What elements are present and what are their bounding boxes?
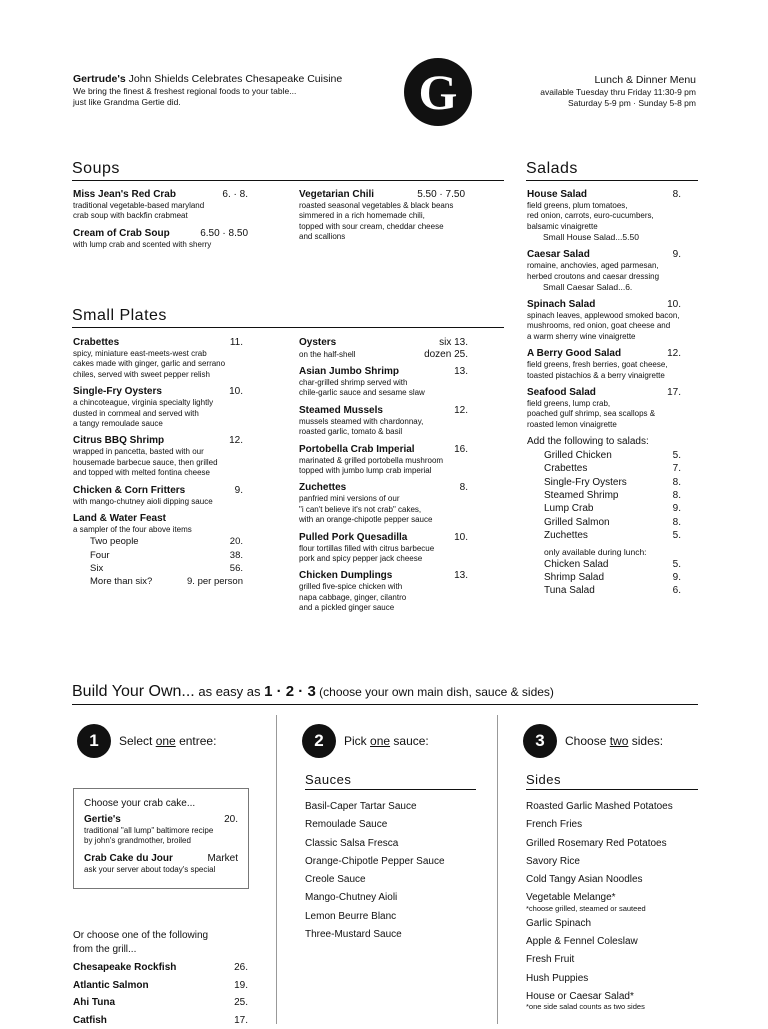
item-name: Land & Water Feast — [73, 512, 166, 525]
grill-item — [73, 959, 248, 977]
item-name: Zuchettes — [299, 481, 346, 494]
sides-title: Sides — [526, 772, 698, 790]
item-desc: chiles, served with sweet pepper relish — [73, 370, 243, 380]
price-row — [544, 489, 681, 502]
salads-column — [527, 188, 681, 598]
item-desc: mushrooms, red onion, goat cheese and — [527, 321, 681, 331]
sauce-item: Three-Mustard Sauce — [305, 926, 476, 944]
row-label: Grilled Salmon — [544, 516, 610, 529]
item-name: Miss Jean's Red Crab — [73, 188, 176, 201]
side-note: *one side salad counts as two sides — [526, 1002, 698, 1011]
item-desc: with lump crab and scented with sherry — [73, 240, 248, 250]
item-desc: a sampler of the four above items — [73, 525, 243, 535]
item-name: House Salad — [527, 188, 587, 201]
item-desc: and scallions — [299, 232, 465, 242]
price-row — [90, 575, 243, 588]
header-line2: We bring the finest & freshest regional foods to your table... — [73, 86, 393, 97]
item-price: 10. — [667, 298, 681, 311]
item-name: Portobella Crab Imperial — [299, 443, 415, 456]
menu-item — [299, 365, 468, 399]
item-name: Chicken Dumplings — [299, 569, 392, 582]
row-label: Chicken Salad — [544, 558, 608, 571]
row-price: 20. — [230, 535, 243, 548]
item-price: 17. — [667, 386, 681, 399]
salads-title: Salads — [526, 160, 698, 181]
item-desc: roasted lemon vinaigrette — [527, 420, 681, 430]
item-name: Oysters — [299, 336, 336, 349]
item-desc: ask your server about today's special — [84, 865, 238, 875]
item-name: Cream of Crab Soup — [73, 227, 170, 240]
menu-item — [527, 188, 681, 243]
item-name: Crab Cake du Jour — [84, 852, 173, 865]
price-row — [544, 529, 681, 542]
small-salad-option: Small House Salad...5.50 — [527, 232, 681, 243]
item-desc: pork and spicy pepper jack cheese — [299, 554, 468, 564]
item-desc: field greens, plum tomatoes, — [527, 201, 681, 211]
soups-left-column — [73, 188, 248, 255]
item-price: six 13. — [439, 336, 468, 349]
item-desc: roasted garlic, tomato & basil — [299, 427, 468, 437]
price-row — [544, 516, 681, 529]
item-name: Single-Fry Oysters — [73, 385, 162, 398]
row-label: Grilled Chicken — [544, 449, 612, 462]
price-row — [544, 571, 681, 584]
item-price: 6. · 8. — [222, 188, 248, 201]
column-divider — [276, 715, 277, 1024]
item-desc: herbed croutons and caesar dressing — [527, 272, 681, 282]
salad-add-ons — [527, 435, 681, 597]
item-price: 12. — [454, 404, 468, 417]
step-number-1: 1 — [77, 724, 111, 758]
item-header — [527, 248, 681, 261]
item-price: 10. — [454, 531, 468, 544]
menu-item — [73, 484, 243, 507]
grill-intro: from the grill... — [73, 943, 248, 957]
menu-item — [299, 336, 468, 360]
menu-item — [84, 852, 238, 875]
soups-right-column — [299, 188, 465, 248]
item-name: Ahi Tuna — [73, 994, 115, 1012]
item-desc: "i can't believe it's not crab" cakes, — [299, 505, 468, 515]
grill-intro: Or choose one of the following — [73, 929, 248, 943]
item-price: 11. — [230, 336, 243, 349]
item-desc: dusted in cornmeal and served with — [73, 409, 243, 419]
item-desc: napa cabbage, ginger, cilantro — [299, 593, 468, 603]
menu-item — [299, 569, 468, 613]
item-desc: red onion, carrots, euro-cucumbers, — [527, 211, 681, 221]
sauce-item: Mango-Chutney Aioli — [305, 889, 476, 907]
item-desc: poached gulf shrimp, sea scallops & — [527, 409, 681, 419]
row-label: More than six? — [90, 575, 152, 588]
item-header — [73, 434, 243, 447]
item-price: 6.50 · 8.50 — [200, 227, 248, 240]
item-price: 19. — [234, 977, 248, 995]
item-name: Asian Jumbo Shrimp — [299, 365, 399, 378]
item-desc: topped with sour cream, cheddar cheese — [299, 222, 465, 232]
item-name: Vegetarian Chili — [299, 188, 374, 201]
menu-item — [299, 188, 465, 243]
menu-item — [299, 443, 468, 477]
item-header — [299, 481, 468, 494]
item-header — [73, 484, 243, 497]
price-row — [544, 476, 681, 489]
item-header — [527, 386, 681, 399]
price-row — [90, 535, 243, 548]
side-item: House or Caesar Salad* — [526, 988, 698, 1006]
item-desc: roasted seasonal vegetables & black beans — [299, 201, 465, 211]
hours-line2: Saturday 5-9 pm · Sunday 5-8 pm — [436, 98, 696, 109]
row-label: Tuna Salad — [544, 584, 595, 597]
item-header — [299, 404, 468, 417]
side-item: Roasted Garlic Mashed Potatoes — [526, 798, 698, 816]
item-price: Market — [207, 852, 238, 865]
row-price: 5. — [673, 558, 681, 571]
soups-title: Soups — [72, 160, 504, 181]
item-name: Catfish — [73, 1012, 107, 1029]
item-price: 20. — [224, 813, 238, 826]
row-label: Lump Crab — [544, 502, 593, 515]
item-header — [299, 531, 468, 544]
item-price: 12. — [667, 347, 681, 360]
item-desc: a tangy remoulade sauce — [73, 419, 243, 429]
brand-name: Gertrude's — [73, 73, 126, 85]
item-desc: wrapped in pancetta, basted with our — [73, 447, 243, 457]
item-desc: a warm sherry wine vinaigrette — [527, 332, 681, 342]
step-number-3: 3 — [523, 724, 557, 758]
menu-item — [73, 385, 243, 429]
side-item: Cold Tangy Asian Noodles — [526, 871, 698, 889]
side-item: Hush Puppies — [526, 970, 698, 988]
item-header — [73, 227, 248, 240]
item-price: 8. — [673, 188, 681, 201]
row-price: 9. — [673, 571, 681, 584]
item-name: Chicken & Corn Fritters — [73, 484, 185, 497]
sauce-item: Basil-Caper Tartar Sauce — [305, 798, 476, 816]
row-price: 8. — [673, 476, 681, 489]
price-row — [544, 449, 681, 462]
item-name: Citrus BBQ Shrimp — [73, 434, 164, 447]
item-desc: with an orange-chipotle pepper sauce — [299, 515, 468, 525]
menu-item — [527, 248, 681, 293]
item-price: 26. — [234, 959, 248, 977]
item-header — [84, 852, 238, 865]
side-note: *choose grilled, steamed or sauteed — [526, 904, 698, 913]
menu-item — [299, 404, 468, 438]
menu-item — [73, 336, 243, 380]
item-header — [73, 188, 248, 201]
item-price: 17. — [234, 1012, 248, 1029]
header-right — [436, 74, 696, 109]
item-price: 16. — [454, 443, 468, 456]
step-1-header: 1 Select one entree: — [77, 724, 216, 758]
item-price: 8. — [460, 481, 468, 494]
lunch-only-title: only available during lunch: — [527, 547, 681, 558]
row-label: Single-Fry Oysters — [544, 476, 627, 489]
sauce-item: Classic Salsa Fresca — [305, 835, 476, 853]
item-name: Steamed Mussels — [299, 404, 383, 417]
row-label: Two people — [90, 535, 139, 548]
row-price: 5. — [673, 529, 681, 542]
item-desc: romaine, anchovies, aged parmesan, — [527, 261, 681, 271]
row-price: 9. per person — [187, 575, 243, 588]
row-price: 8. — [673, 516, 681, 529]
item-desc: and topped with melted fontina cheese — [73, 468, 243, 478]
item-name: Gertie's — [84, 813, 121, 826]
menu-item — [84, 813, 238, 847]
item-desc: field greens, fresh berries, goat cheese, — [527, 360, 681, 370]
item-desc: grilled five-spice chicken with — [299, 582, 468, 592]
side-item: Vegetable Melange* — [526, 889, 698, 907]
item-name: Spinach Salad — [527, 298, 595, 311]
price-row — [544, 502, 681, 515]
menu-item — [73, 188, 248, 222]
row-label: Crabettes — [544, 462, 587, 475]
item-desc: mussels steamed with chardonnay, — [299, 417, 468, 427]
item-name: Seafood Salad — [527, 386, 596, 399]
row-price: 56. — [230, 562, 243, 575]
item-header — [299, 443, 468, 456]
item-desc: housemade barbecue sauce, then grilled — [73, 458, 243, 468]
row-price: 6. — [673, 584, 681, 597]
step-2-header: 2 Pick one sauce: — [302, 724, 429, 758]
menu-item — [299, 481, 468, 525]
menu-item — [527, 347, 681, 381]
grill-item — [73, 977, 248, 995]
item-price: 5.50 · 7.50 — [417, 188, 465, 201]
item-header — [73, 336, 243, 349]
item-desc: char-grilled shrimp served with — [299, 378, 468, 388]
item-header — [527, 347, 681, 360]
menu-item — [527, 298, 681, 342]
menu-item — [73, 227, 248, 250]
price-row — [544, 558, 681, 571]
step-number-2: 2 — [302, 724, 336, 758]
item-desc: panfried mini versions of our — [299, 494, 468, 504]
step-3-header: 3 Choose two sides: — [523, 724, 663, 758]
item-desc: topped with jumbo lump crab imperial — [299, 466, 468, 476]
item-desc: marinated & grilled portobella mushroom — [299, 456, 468, 466]
crab-cake-box — [73, 788, 249, 889]
price-row — [90, 562, 243, 575]
crab-box-title: Choose your crab cake... — [84, 797, 238, 811]
item-price: 13. — [454, 569, 468, 582]
item-price: 12. — [229, 434, 243, 447]
small-plates-left-column — [73, 336, 243, 593]
item-price: 25. — [234, 994, 248, 1012]
row-label: Zuchettes — [544, 529, 588, 542]
row-price: 8. — [673, 489, 681, 502]
hours-line1: available Tuesday thru Friday 11:30-9 pm — [436, 87, 696, 98]
item-desc: toasted pistachios & a berry vinaigrette — [527, 371, 681, 381]
item-desc: with mango-chutney aioli dipping sauce — [73, 497, 243, 507]
item-name: Atlantic Salmon — [73, 977, 149, 995]
menu-item — [527, 386, 681, 430]
item-desc: traditional "all lump" baltimore recipe — [84, 826, 238, 836]
item-desc: and a pickled ginger sauce — [299, 603, 468, 613]
item-name: A Berry Good Salad — [527, 347, 621, 360]
header-left — [73, 73, 393, 108]
row-price: 7. — [673, 462, 681, 475]
side-item: Fresh Fruit — [526, 951, 698, 969]
sauces-title: Sauces — [305, 772, 476, 790]
add-ons-title: Add the following to salads: — [527, 435, 681, 448]
item-price: 10. — [229, 385, 243, 398]
price-row — [90, 549, 243, 562]
item-desc: balsamic vinaigrette — [527, 222, 681, 232]
menu-item — [299, 531, 468, 565]
item-header — [527, 298, 681, 311]
item-header — [84, 813, 238, 826]
item-name: Pulled Pork Quesadilla — [299, 531, 407, 544]
item-header — [299, 365, 468, 378]
small-salad-option: Small Caesar Salad...6. — [527, 282, 681, 293]
row-label: Four — [90, 549, 110, 562]
item-desc: flour tortillas filled with citrus barbecue — [299, 544, 468, 554]
item-desc: spicy, miniature east-meets-west crab — [73, 349, 243, 359]
row-label: Steamed Shrimp — [544, 489, 618, 502]
item-desc: by john's grandmother, broiled — [84, 836, 238, 846]
grill-section — [73, 929, 248, 1029]
item-price: 13. — [454, 365, 468, 378]
row-price: 9. — [673, 502, 681, 515]
item-name: Caesar Salad — [527, 248, 590, 261]
header-line3: just like Grandma Gertie did. — [73, 97, 393, 108]
sauce-item: Orange-Chipotle Pepper Sauce — [305, 853, 476, 871]
item-price: dozen 25. — [424, 349, 468, 360]
logo-letter: G — [419, 64, 458, 120]
side-item: Savory Rice — [526, 853, 698, 871]
side-item: French Fries — [526, 816, 698, 834]
item-name: Crabettes — [73, 336, 119, 349]
item-desc: traditional vegetable-based maryland — [73, 201, 248, 211]
item-header — [299, 188, 465, 201]
small-plates-right-column — [299, 336, 468, 619]
item-header — [527, 188, 681, 201]
item-desc: field greens, lump crab, — [527, 399, 681, 409]
side-item: Garlic Spinach — [526, 915, 698, 933]
item-desc: simmered in a rich homemade chili, — [299, 211, 465, 221]
item-price: 9. — [673, 248, 681, 261]
item-header — [73, 385, 243, 398]
row-price: 5. — [673, 449, 681, 462]
item-desc: a chincoteague, virginia specialty lightly — [73, 398, 243, 408]
price-row — [544, 462, 681, 475]
side-item: Grilled Rosemary Red Potatoes — [526, 835, 698, 853]
item-header — [299, 569, 468, 582]
small-plates-title: Small Plates — [72, 307, 504, 328]
item-desc: chile-garlic sauce and sesame slaw — [299, 388, 468, 398]
column-divider — [497, 715, 498, 1024]
header-tagline: Gertrude's John Shields Celebrates Chesapeake Cuisine — [73, 73, 393, 86]
build-your-own-title: Build Your Own... as easy as 1 · 2 · 3 (choose your own main dish, sauce & sides) — [72, 683, 698, 705]
grill-item — [73, 1012, 248, 1029]
sauce-item: Remoulade Sauce — [305, 816, 476, 834]
item-price: 9. — [235, 484, 243, 497]
side-item: Apple & Fennel Coleslaw — [526, 933, 698, 951]
item-desc: spinach leaves, applewood smoked bacon, — [527, 311, 681, 321]
item-desc: on the half-shell — [299, 349, 355, 360]
row-price: 38. — [230, 549, 243, 562]
menu-title: Lunch & Dinner Menu — [436, 74, 696, 87]
row-label: Shrimp Salad — [544, 571, 604, 584]
sauce-item: Lemon Beurre Blanc — [305, 908, 476, 926]
menu-item — [73, 512, 243, 588]
price-row — [544, 584, 681, 597]
menu-item — [73, 434, 243, 478]
sauce-item: Creole Sauce — [305, 871, 476, 889]
item-desc: cakes made with ginger, garlic and serrano — [73, 359, 243, 369]
sides-list — [526, 798, 698, 1013]
sauces-list — [305, 798, 476, 944]
grill-item — [73, 994, 248, 1012]
item-name: Chesapeake Rockfish — [73, 959, 176, 977]
row-label: Six — [90, 562, 103, 575]
item-desc: crab soup with backfin crabmeat — [73, 211, 248, 221]
